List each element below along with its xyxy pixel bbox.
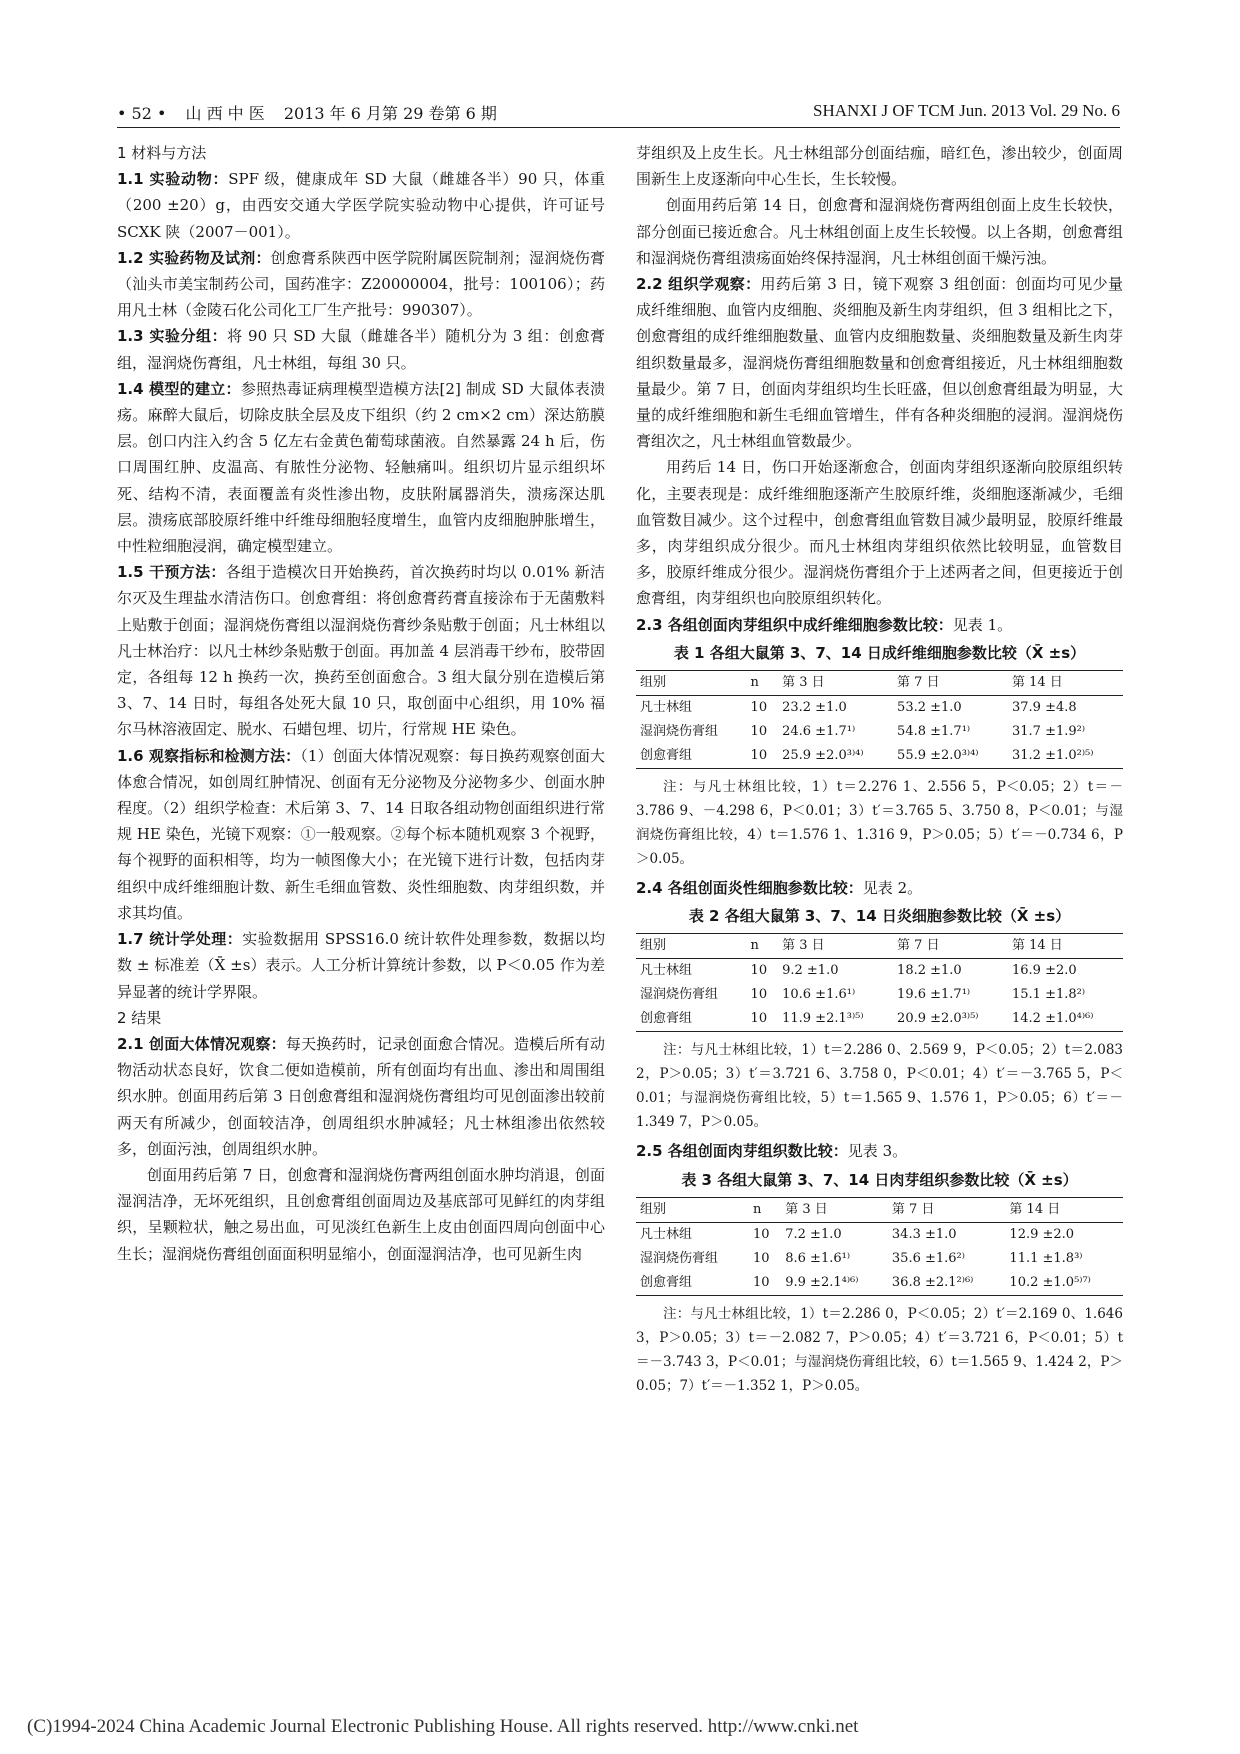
col-day7: 第 7 日 [888, 1197, 1006, 1222]
table-cell: 凡士林组 [640, 1226, 693, 1242]
table-cell: 15.1 ±1.8²⁾ [1012, 987, 1086, 1003]
table-cell: 10 [750, 724, 768, 740]
table-cell: 31.2 ±1.0²⁾⁵⁾ [1008, 744, 1123, 769]
col-day14: 第 14 日 [1008, 671, 1123, 696]
para-2-2-day14: 用药后 14 日，伤口开始逐渐愈合，创面肉芽组织逐渐向胶原组织转化，主要表现是：成纤维细胞逐渐产生胶原纤维，炎细胞逐渐减少，毛细血管数目减少。这个过程中，创愈膏组血管数目减少最明显，胶原纤维最多，肉芽组织成分很少。而凡士林组肉芽组织依然比较明显，血管数目多，胶原纤维成分很少。湿润烧伤膏组介于上述两者之间，但更接近于创愈膏组，肉芽组织也向胶原组织转化。 [636, 458, 1123, 608]
col-group: 组别 [636, 934, 747, 959]
table-cell: 8.6 ±1.6¹⁾ [785, 1250, 851, 1266]
header-right: SHANXI J OF TCM Jun. 2013 Vol. 29 No. 6 [813, 101, 1120, 120]
para-continued: 芽组织及上皮生长。凡士林组部分创面结痂，暗红色，渗出较少，创面周围新生上皮逐渐向中心生长，生长较慢。 [636, 144, 1123, 189]
para-2-5 [636, 1138, 1123, 1164]
section-heading-1: 1 材料与方法 [117, 144, 207, 162]
table-header-row [636, 671, 1123, 696]
table-3 [636, 1197, 1123, 1296]
heading-1-6: 1.6 观察指标和检测方法： [117, 746, 301, 765]
table-cell: 23.2 ±1.0 [782, 700, 847, 716]
col-n: n [747, 671, 779, 696]
table-header-row [636, 1197, 1123, 1222]
table-row [636, 744, 1123, 769]
table-cell: 10 [753, 1250, 770, 1266]
section-heading-2: 2 结果 [117, 1008, 162, 1027]
table-cell: 37.9 ±4.8 [1012, 700, 1077, 716]
issue-info: 2013 年 6 月第 29 卷第 6 期 [283, 104, 497, 123]
col-day3: 第 3 日 [778, 934, 893, 959]
heading-1-7: 1.7 统计学处理： [117, 930, 243, 949]
table-cell: 10 [749, 1271, 781, 1296]
heading-2-2: 2.2 组织学观察： [636, 275, 761, 294]
table-row [636, 959, 1123, 984]
journal-name: 山 西 中 医 [185, 104, 265, 123]
copyright-footer: (C)1994-2024 China Academic Journal Electronic Publishing House. All rights reserved. http://www.cnki.net [27, 1716, 859, 1737]
table-cell: 36.8 ±2.1²⁾⁶⁾ [888, 1271, 1006, 1296]
text-1-6: （1）创面大体情况观察：每日换药观察创面大体愈合情况，如创周红肿情况、创面有无分泌物及分泌物多少、创面水肿程度。（2）组织学检查：术后第 3、7、14 日取各组动物创面组织进行常规 HE 染色，光镜下观察：①一般观察。②每个标本随机观察 3 个视野，每个视野的面积相等，均为一帧图像大小；在光镜下进行计数，包括肉芽组织中成纤维细胞计数、新生毛细血管数、炎性细胞数、肉芽组织数，并求其均值。 [117, 746, 606, 922]
table-cell: 11.9 ±2.1³⁾⁵⁾ [778, 1007, 893, 1032]
col-day14: 第 14 日 [1008, 934, 1123, 959]
heading-2-4: 2.4 各组创面炎性细胞参数比较： [636, 879, 863, 898]
table-cell: 16.9 ±2.0 [1012, 963, 1077, 979]
text-2-1: 每天换药时，记录创面愈合情况。造模后所有动物活动状态良好，饮食二便如造模前，所有创面均有出血、渗出和周围组织水肿。创面用药后第 3 日创愈膏组和湿润烧伤膏组均可见创面渗出较前两天有所减少，创面较洁净，创周组织水肿减轻；凡士林组渗出依然较多，创面污浊，创周组织水肿。 [117, 1034, 605, 1158]
table-cell: 34.3 ±1.0 [891, 1226, 957, 1242]
col-day14: 第 14 日 [1005, 1197, 1123, 1222]
table-cell: 10 [750, 987, 768, 1003]
table-2-title: 表 2 各组大鼠第 3、7、14 日炎细胞参数比较（X̄ ±s） [688, 907, 1071, 926]
table-cell: 创愈膏组 [636, 1271, 749, 1296]
para-2-1 [117, 1031, 605, 1162]
col-day7: 第 7 日 [893, 934, 1008, 959]
table-cell: 54.8 ±1.7¹⁾ [897, 724, 971, 740]
table-cell: 10.6 ±1.6¹⁾ [782, 987, 856, 1003]
table-3-title: 表 3 各组大鼠第 3、7、14 日肉芽组织参数比较（X̄ ±s） [681, 1170, 1078, 1189]
table-cell: 湿润烧伤膏组 [640, 987, 719, 1003]
header-rule [117, 127, 1120, 128]
table-cell: 11.1 ±1.8³⁾ [1009, 1250, 1083, 1266]
para-1-6 [117, 743, 605, 926]
heading-2-3: 2.3 各组创面肉芽组织中成纤维细胞参数比较： [636, 615, 953, 634]
para-1-3 [117, 323, 605, 375]
table-cell: 创愈膏组 [636, 744, 747, 769]
text-1-2: 创愈膏系陕西中医学院附属医院制剂；湿润烧伤膏（汕头市美宝制药公司，国药准字：Z20000004，批号：100106）；药用凡士林（金陵石化公司化工厂生产批号：990307）。 [117, 248, 605, 320]
heading-1-2: 1.2 实验药物及试剂： [117, 248, 271, 267]
table-cell: 9.9 ±2.1⁴⁾⁶⁾ [781, 1271, 888, 1296]
table-cell: 12.9 ±2.0 [1009, 1226, 1075, 1242]
table-cell: 湿润烧伤膏组 [640, 724, 719, 740]
col-group: 组别 [636, 1197, 749, 1222]
table-2 [636, 933, 1123, 1032]
col-group: 组别 [636, 671, 747, 696]
para-1-4 [117, 376, 605, 559]
table-row [636, 1222, 1123, 1247]
text-1-1: SPF 级，健康成年 SD 大鼠（雌雄各半）90 只，体重（200 ±20）g，由西安交通大学医学院实验动物中心提供，许可证号 SCXK 陕（2007－001）。 [117, 170, 605, 241]
page-number: • 52 • [117, 104, 167, 123]
table-1 [636, 670, 1123, 769]
table-cell: 凡士林组 [640, 963, 693, 979]
left-column [117, 140, 605, 1267]
table-cell: 创愈膏组 [636, 1007, 747, 1032]
table-cell: 9.2 ±1.0 [782, 963, 839, 979]
table-1-note: 注：与凡士林组比较，1）t＝2.276 1、2.556 5，P＜0.05；2）t＝－3.786 9、－4.298 6，P＜0.01；3）t′＝3.765 5、3.750 8，P＜0.01；与湿润烧伤膏组比较，4）t＝1.576 1、1.316 9，P＞0.05；5）t′＝－0.734 6，P＞0.05。 [636, 779, 1123, 868]
text-1-4: 参照热毒证病理模型造模方法[2] 制成 SD 大鼠体表溃疡。麻醉大鼠后，切除皮肤全层及皮下组织（约 2 cm×2 cm）深达筋膜层。创口内注入约含 5 亿左右金黄色葡萄球菌液。自然暴露 24 h 后，伤口周围红肿、皮温高、有脓性分泌物、轻触痛叫。组织切片显示组织坏死、结构不清，表面覆盖有炎性渗出物，皮肤附属器消失，溃疡深达肌层。溃疡底部胶原纤维中纤维母细胞轻度增生，血管内皮细胞肿胀增生，中性粒细胞浸润，确定模型建立。 [117, 379, 605, 556]
table-cell: 35.6 ±1.6²⁾ [891, 1250, 965, 1266]
table-cell: 55.9 ±2.0³⁾⁴⁾ [893, 744, 1008, 769]
table-row [636, 1007, 1123, 1032]
heading-1-1: 1.1 实验动物： [117, 170, 229, 189]
col-n: n [749, 1197, 781, 1222]
table-1-title: 表 1 各组大鼠第 3、7、14 日成纤维细胞参数比较（X̄ ±s） [673, 643, 1086, 662]
table-cell: 10 [747, 744, 779, 769]
heading-1-4: 1.4 模型的建立： [117, 379, 241, 398]
table-cell: 25.9 ±2.0³⁾⁴⁾ [778, 744, 893, 769]
table-row [636, 1247, 1123, 1271]
para-1-5 [117, 559, 605, 742]
table-row [636, 720, 1123, 744]
para-2-4 [636, 875, 1123, 901]
table-cell: 24.6 ±1.7¹⁾ [782, 724, 856, 740]
right-column [636, 140, 1123, 1402]
para-1-2 [117, 245, 605, 324]
table-cell: 10 [753, 1226, 770, 1242]
table-cell: 10.2 ±1.0⁵⁾⁷⁾ [1005, 1271, 1123, 1296]
table-row [636, 983, 1123, 1007]
table-cell: 20.9 ±2.0³⁾⁵⁾ [893, 1007, 1008, 1032]
header-left [117, 101, 511, 124]
table-3-note: 注：与凡士林组比较，1）t＝2.286 0，P＜0.05；2）t′＝2.169 0、1.646 3，P＞0.05；3）t＝－2.082 7，P＞0.05；4）t′＝3.721 6，P＜0.01；5）t＝－3.743 3，P＜0.01；与湿润烧伤膏组比较，6）t＝1.565 9、1.424 2，P＞0.05；7）t′＝－1.352 1，P＞0.05。 [636, 1305, 1123, 1394]
col-day3: 第 3 日 [778, 671, 893, 696]
para-2-3 [636, 612, 1123, 638]
para-1-1 [117, 166, 605, 245]
table-cell: 湿润烧伤膏组 [640, 1250, 719, 1266]
text-1-5: 各组于造模次日开始换药，首次换药时均以 0.01% 新洁尔灭及生理盐水清洁伤口。创愈膏组：将创愈膏药膏直接涂布于无菌敷料上贴敷于创面；湿润烧伤膏组以湿润烧伤膏纱条贴敷于创面；凡士林组以凡士林治疗：以凡士林纱条贴敷于创面。再加盖 4 层消毒干纱布，胶带固定，各组每 12 h 换药一次，换药至创面愈合。3 组大鼠分别在造模后第 3、7、14 日时，每组各处死大鼠 10 只，取创面中心组织，用 10% 福尔马林溶液固定、脱水、石蜡包埋、切片，行常规 HE 染色。 [117, 563, 605, 739]
table-cell: 53.2 ±1.0 [897, 700, 962, 716]
table-cell: 7.2 ±1.0 [785, 1226, 842, 1242]
heading-2-1: 2.1 创面大体情况观察： [117, 1034, 286, 1053]
col-n: n [747, 934, 779, 959]
table-row [636, 1271, 1123, 1296]
para-2-1-day7: 创面用药后第 7 日，创愈膏和湿润烧伤膏两组创面水肿均消退，创面湿润洁净，无坏死组织，且创愈膏组创面周边及基底部可见鲜红的肉芽组织，呈颗粒状，触之易出血，可见淡红色新生上皮由创面四周向创面中心生长；湿润烧伤膏组创面面积明显缩小，创面湿润洁净，也可见新生肉 [117, 1165, 605, 1263]
table-cell: 10 [750, 963, 768, 979]
text-2-5: 见表 3。 [847, 1142, 908, 1161]
para-2-2 [636, 271, 1123, 454]
para-1-7 [117, 926, 605, 1005]
text-1-3: 将 90 只 SD 大鼠（雌雄各半）随机分为 3 组：创愈膏组，湿润烧伤膏组，凡士林组，每组 30 只。 [117, 327, 606, 372]
text-1-7: 实验数据用 SPSS16.0 统计软件处理参数，数据以均数 ± 标准差（X̄ ±s）表示。人工分析计算统计参数，以 P＜0.05 作为差异显著的统计学界限。 [117, 930, 606, 1001]
heading-1-3: 1.3 实验分组： [117, 327, 228, 346]
para-day14: 创面用药后第 14 日，创愈膏和湿润烧伤膏两组创面上皮生长较快，部分创面已接近愈合。凡士林组创面上皮生长较慢。以上各期，创愈膏组和湿润烧伤膏组溃疡面始终保持湿润，凡士林组创面干燥污浊。 [636, 196, 1123, 267]
table-header-row [636, 934, 1123, 959]
table-cell: 18.2 ±1.0 [897, 963, 962, 979]
table-cell: 10 [747, 1007, 779, 1032]
heading-1-5: 1.5 干预方法： [117, 563, 226, 582]
table-cell: 31.7 ±1.9²⁾ [1012, 724, 1086, 740]
running-header [117, 101, 1120, 127]
table-2-note: 注：与凡士林组比较，1）t＝2.286 0、2.569 9，P＜0.05；2）t＝2.083 2，P＞0.05；3）t′＝3.721 6、3.758 0，P＜0.01；4）t′＝－3.765 5，P＜0.01；与湿润烧伤膏组比较，5）t＝1.565 9、1.576 1，P＞0.05；6）t′＝－1.349 7，P＞0.05。 [636, 1042, 1123, 1131]
table-row [636, 696, 1123, 721]
table-cell: 14.2 ±1.0⁴⁾⁶⁾ [1008, 1007, 1123, 1032]
text-2-3: 见表 1。 [952, 615, 1013, 634]
table-cell: 凡士林组 [640, 700, 693, 716]
col-day3: 第 3 日 [781, 1197, 888, 1222]
table-cell: 10 [750, 700, 768, 716]
table-cell: 19.6 ±1.7¹⁾ [897, 987, 971, 1003]
text-2-4: 见表 2。 [862, 879, 923, 898]
col-day7: 第 7 日 [893, 671, 1008, 696]
heading-2-5: 2.5 各组创面肉芽组织数比较： [636, 1142, 848, 1161]
text-2-2: 用药后第 3 日，镜下观察 3 组创面：创面均可见少量成纤维细胞、血管内皮细胞、炎细胞及新生肉芽组织，但 3 组相比之下，创愈膏组的成纤维细胞数量、血管内皮细胞数量、炎细胞数量及新生肉芽组织数量最多，湿润烧伤膏组细胞数量和创愈膏组接近，凡士林组细胞数量最少。第 7 日，创面肉芽组织均生长旺盛，但以创愈膏组最为明显，大量的成纤维细胞和新生毛细血管增生，伴有各种炎细胞的浸润。湿润烧伤膏组次之，凡士林组血管数最少。 [636, 275, 1123, 451]
